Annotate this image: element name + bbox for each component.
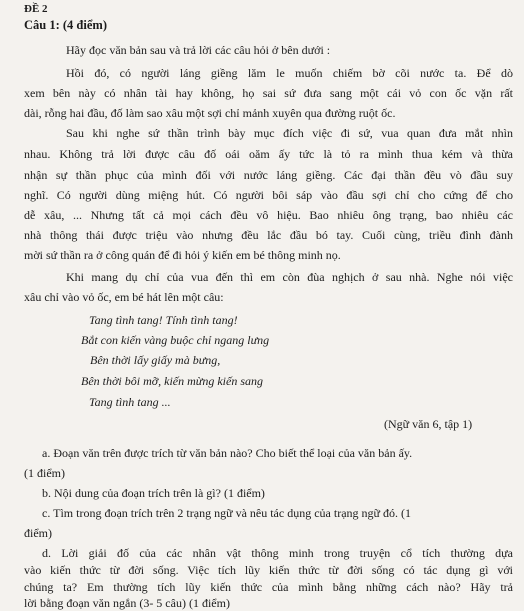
question-d: d. Lời giải đố của các nhân vật thông minh trong truyện cổ tích thường dựa	[42, 546, 513, 560]
passage-line: dài, rỗng hai đầu, đố làm sao xâu một sợi chỉ mảnh xuyên qua đường ruột ốc.	[24, 106, 396, 120]
question-d: chúng ta? Em thường tích lũy kiến thức của mình bằng những cách nào? Hãy trả	[24, 580, 513, 594]
question-d: lời bằng đoạn văn ngắn (3- 5 câu) (1 điểm)	[24, 596, 230, 610]
passage-line: nhau. Không trả lời được câu đố oái oăm ấy tức là tỏ ra mình thua kém và thừa	[24, 147, 513, 161]
question-c: c. Tìm trong đoạn trích trên 2 trạng ngữ và nêu tác dụng của trạng ngữ đó. (1	[42, 506, 412, 520]
passage-line: mời sứ thần ra ở công quán để đi hỏi ý kiến em bé thông minh nọ.	[24, 248, 341, 262]
passage-line: Khi mang dụ chỉ của vua đến thì em còn đùa nghịch ở sau nhà. Nghe nói việc	[66, 270, 513, 284]
source-citation: (Ngữ văn 6, tập 1)	[384, 417, 473, 431]
passage-line: xem bên này có nhân tài hay không, họ sai sứ đưa sang một cái vỏ con ốc vặn rất	[24, 86, 513, 100]
passage-line: nghĩ. Có người dùng miệng hút. Có người bôi sáp vào đầu sợi chỉ cho cứng để cho	[24, 188, 513, 202]
question-d: vào kiến thức từ đời sống. Việc tích lũy kiến thức từ đời sống có tác dụng gì với	[24, 563, 513, 577]
passage-line: nhận sự thần phục của mình đối với nước láng giềng. Các đại thần đều vò đầu suy	[24, 168, 513, 182]
poem-line: Bên thời bôi mỡ, kiến mừng kiến sang	[81, 374, 263, 388]
exam-title: ĐỀ 2	[24, 3, 48, 15]
poem-line: Bên thời lấy giấy mà bưng,	[90, 353, 221, 367]
passage-line: Hồi đó, có người láng giềng lăm le muốn chiếm bờ cõi nước ta. Để dò	[66, 66, 513, 80]
poem-line: Bắt con kiến vàng buộc chỉ ngang lưng	[81, 333, 270, 347]
question-a-points: (1 điểm)	[24, 466, 65, 480]
instruction-text: Hãy đọc văn bản sau và trả lời các câu hỏi ở bên dưới :	[66, 43, 331, 57]
passage-line: nhà thông thái được triệu vào nhưng đều lắc đầu bó tay. Cuối cùng, triều đình đành	[24, 228, 513, 242]
question-b: b. Nội dung của đoạn trích trên là gì? (1 điểm)	[42, 486, 265, 500]
question-c-points: điểm)	[24, 526, 52, 540]
passage-line: Sau khi nghe sứ thần trình bày mục đích việc đi sứ, vua quan đưa mắt nhìn	[66, 126, 513, 140]
question-heading: Câu 1: (4 điểm)	[24, 18, 107, 32]
poem-line: Tang tình tang! Tính tình tang!	[89, 313, 238, 327]
poem-line: Tang tình tang ...	[89, 395, 171, 409]
passage-line: dễ xâu, ... Nhưng tất cả mọi cách đều vô hiệu. Bao nhiêu ông trạng, bao nhiêu các	[24, 208, 513, 222]
question-a: a. Đoạn văn trên được trích từ văn bản nào? Cho biết thể loại của văn bản ấy.	[42, 446, 413, 460]
passage-line: xâu chỉ vào vỏ ốc, em bé hát lên một câu:	[24, 290, 224, 304]
